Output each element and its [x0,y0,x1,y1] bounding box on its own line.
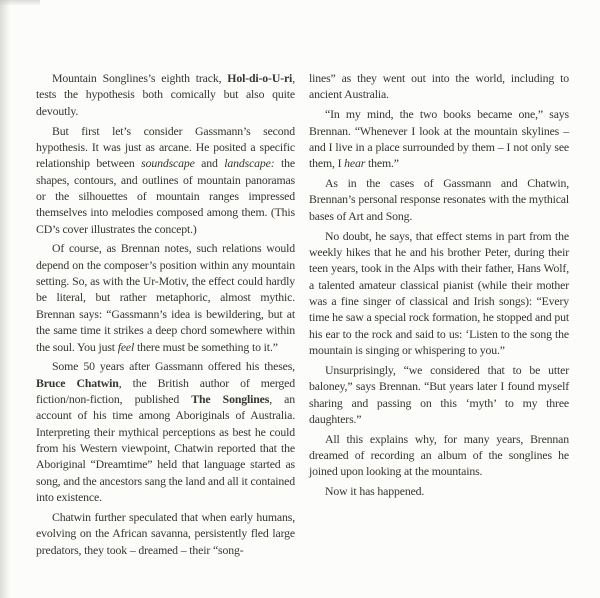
paragraph [309,70,569,103]
body-text: Of course, as Brennan notes, such relations would depend on the composer’s position within any mountain setting. So, as with the Ur-Motiv, the effect could hardly be literal, but rather metaphoric, almost mythic. Brennan says: “Gassmann’s idea is bewildering, but at the same time it strikes a deep chord somewhere within the soul. You just [36,241,295,354]
paragraph [309,483,569,499]
text-column-left [36,70,295,561]
italic-text: soundscape [141,156,195,171]
body-text: “In my mind, the two books became one,” says Brennan. “Whenever I look at the mountain skylines – and I live in a place surrounded by them – I not only see them, I [309,107,569,171]
body-text: But first let’s consider Gassmann’s second hypothesis. It was just as arcane. He posited a specific relationship between [36,123,295,171]
paragraph [36,240,295,354]
paragraph [309,175,569,224]
paragraph [309,431,569,480]
body-text: , tests the hypothesis both comically but also quite devoutly. [36,71,295,118]
body-text: them.” [365,156,399,171]
paragraph [309,106,569,171]
body-text: and [194,156,225,171]
bold-text: Bruce Chatwin [36,375,119,390]
bold-text: Hol-di-o-U-ri [227,71,293,85]
body-text: Chatwin further speculated that when early humans, evolving on the African savanna, persistently fled large predators, they took – dreamed – their “song- [36,509,295,557]
body-text: the shapes, contours, and outlines of mountain panoramas or the silhouettes of mountain ranges impressed themselves into melodies composed among them. (This CD’s cover illustrates the concept.) [36,156,295,236]
paragraph [36,509,295,558]
scan-edge-shadow [0,0,12,598]
body-text: there must be something to it.” [134,339,278,354]
italic-text: hear [344,156,366,171]
paragraph [309,362,569,427]
body-text: No doubt, he says, that effect stems in part from the weekly hikes that he and his brother Peter, during their teen years, took in the Alps with their father, Hans Wolf, a talented amateur classical pianist (while their mother was a fine singer of classical and Irish songs): “Every time he saw a special rock formation, he stopped and put his ear to the rock and said to us: ‘Listen to the song the mountain is singing or whispering to you.” [309,228,569,357]
paragraph [36,123,295,237]
scan-edge-shadow-top [0,0,40,6]
paragraph [36,70,295,119]
paragraph [309,228,569,359]
body-text: Now it has happened. [325,484,425,499]
paragraph [36,358,295,505]
body-text: , an account of his time among Aboriginals of Australia. Interpreting their mythical perceptions as best he could from his Western viewpoint, Chatwin reported that the Aboriginal “Dreamtime” held that language started as song, and the ancestors sang the land and all it contained into existence. [36,392,296,505]
body-text: Some 50 years after Gassmann offered his theses, [52,359,295,374]
text-column-right [309,70,569,503]
bold-text: The Songlines [191,392,270,407]
body-text: , the British author of merged fiction/non-fiction, published [36,375,295,407]
body-text: lines” as they went out into the world, including to ancient Australia. [309,71,569,102]
italic-text: landscape: [224,156,275,171]
italic-text: feel [117,339,135,354]
body-text: All this explains why, for many years, Brennan dreamed of recording an album of the songlines he joined upon looking at the mountains. [309,431,569,479]
body-text: As in the cases of Gassmann and Chatwin, Brennan’s personal response resonates with the mythical bases of Art and Song. [309,176,569,223]
body-text: Unsurprisingly, “we considered that to be utter baloney,” says Brennan. “But years later I found myself sharing and passing on this ‘myth’ to my three daughters.” [309,362,569,426]
body-text: Mountain Songlines’s eighth track, [52,71,228,85]
